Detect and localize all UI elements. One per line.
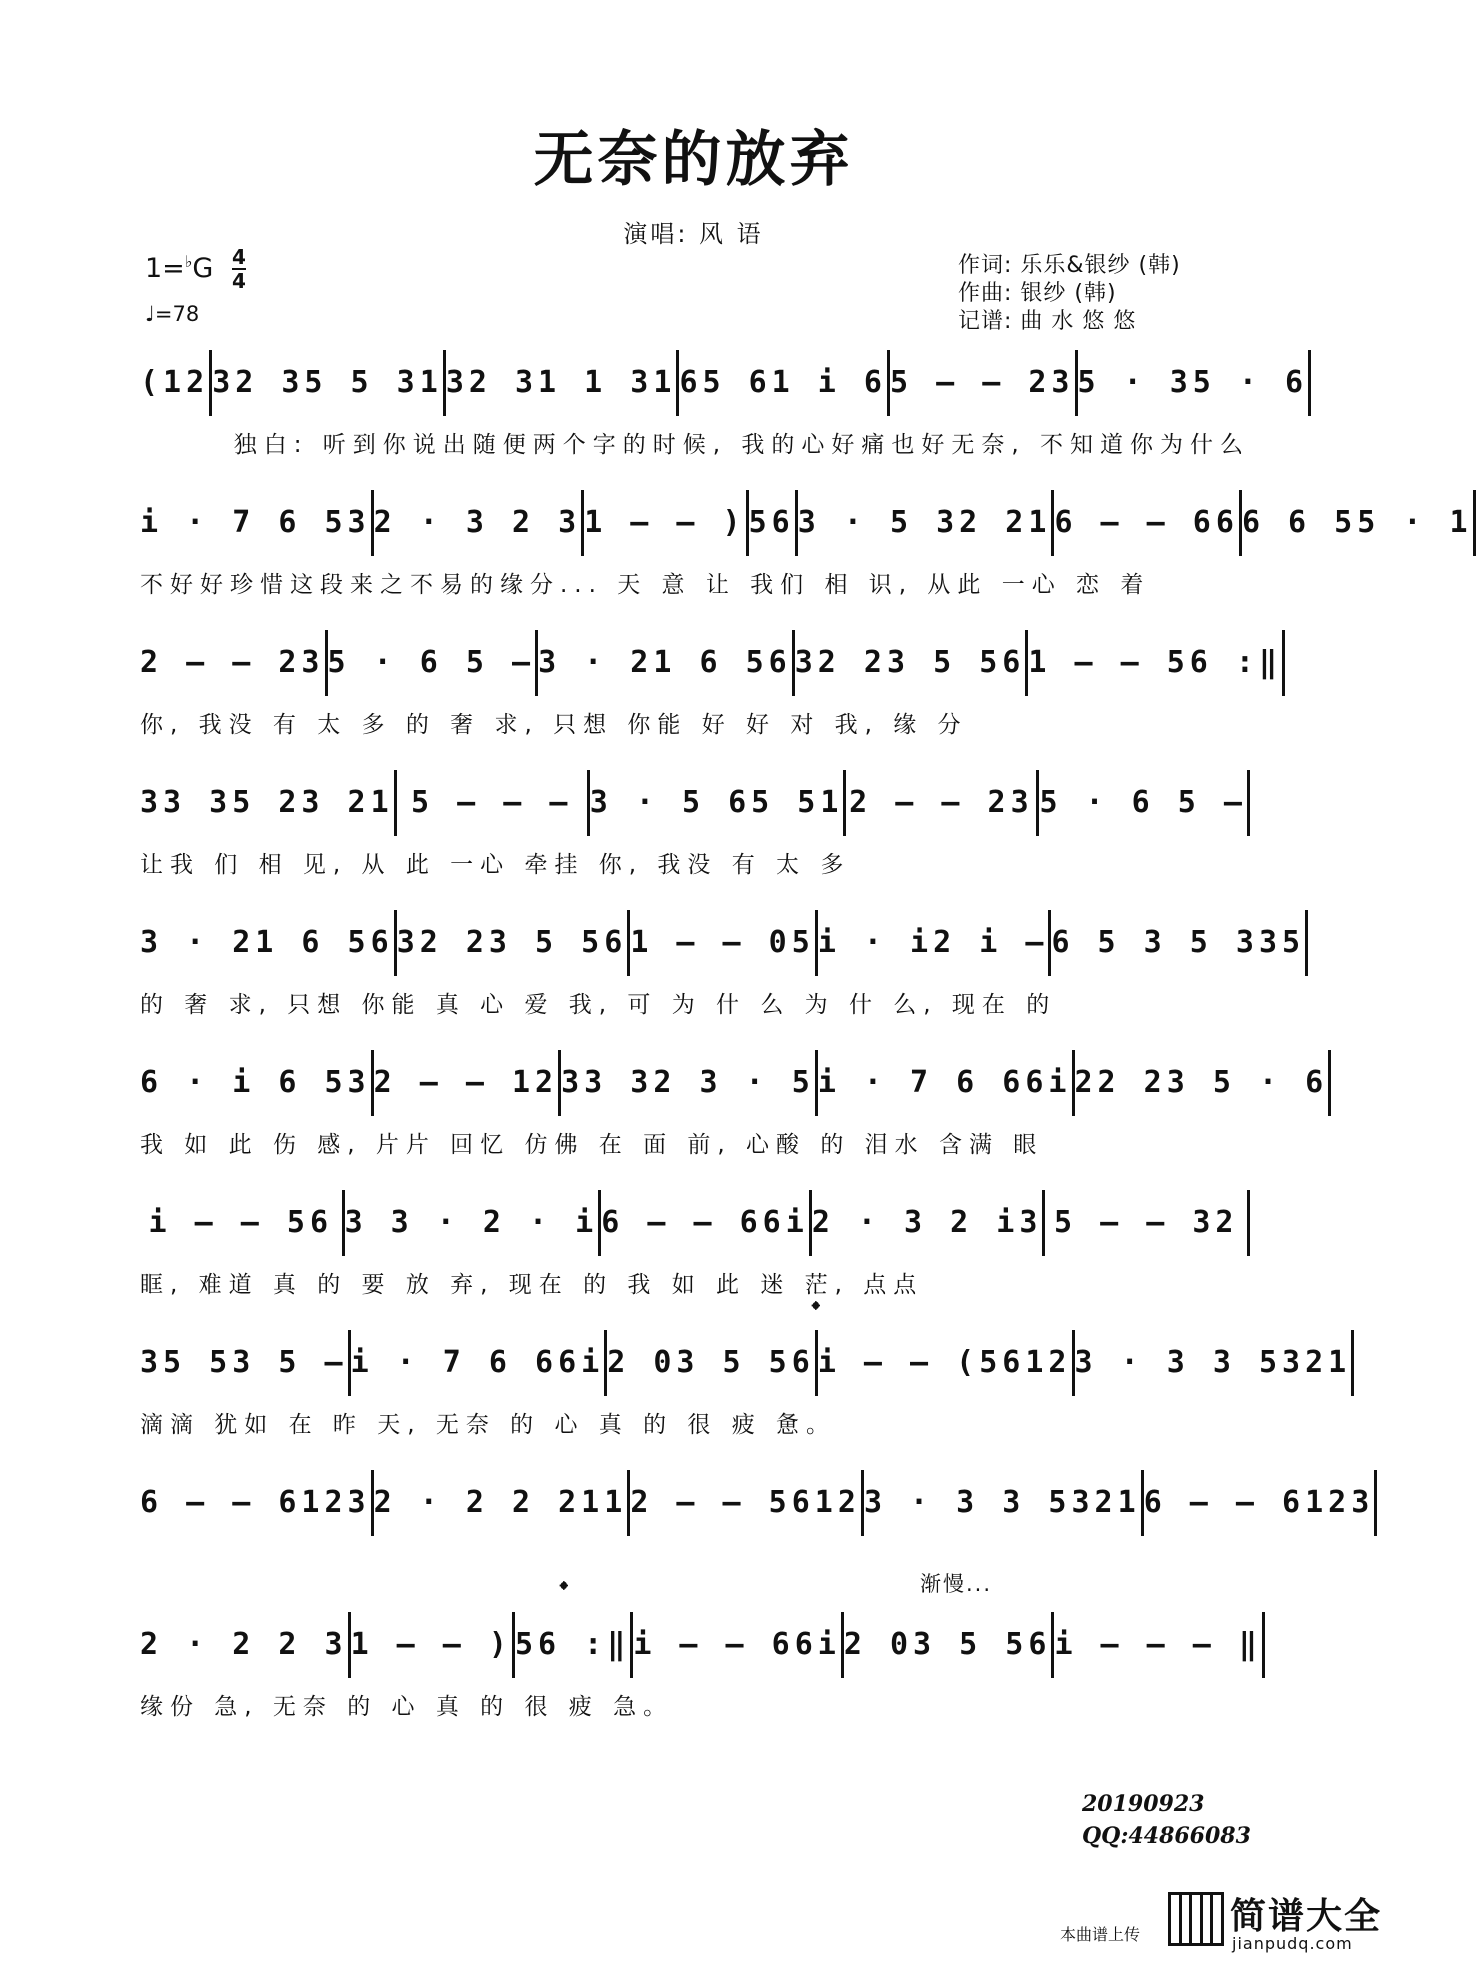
measure: 33 35 23 21	[140, 770, 397, 836]
lyric-line: 独白: 听到你说出随便两个字的时候, 我的心好痛也好无奈, 不知道你为什么	[233, 432, 1250, 458]
measure: 3 3 · 2 · i	[345, 1190, 602, 1256]
upload-note: 本曲谱上传	[1060, 1925, 1141, 1944]
measure: 32 23 5 56	[397, 910, 631, 976]
credits-block	[958, 252, 1181, 336]
lyric-line: 眶, 难道 真 的 要 放 弃, 现在 的 我 如 此 迷 茫, 点点	[140, 1272, 924, 1298]
measure: 32 23 5 56	[795, 630, 1029, 696]
measure: i – – – ‖	[1054, 1612, 1265, 1678]
measure: 3 · 3 3 5321	[864, 1470, 1144, 1536]
measure: i – – 56	[140, 1190, 345, 1256]
measure: 65 61 i 6	[679, 350, 890, 416]
measure: i · 7 6 53	[140, 490, 374, 556]
lyricist-credit: 作词: 乐乐&银纱 (韩)	[958, 253, 1181, 278]
measure: i – – 66i	[633, 1612, 844, 1678]
measure: 22 23 5 · 6	[1075, 1050, 1332, 1116]
measure: 2 – – 23	[846, 770, 1039, 836]
measure: i · 7 6 66i	[351, 1330, 608, 1396]
measure: 5 – – 32	[1045, 1190, 1250, 1256]
transcriber-credit: 记谱: 曲 水 悠 悠	[958, 309, 1137, 334]
piano-keys-icon	[1168, 1892, 1224, 1946]
measure-line	[140, 1612, 1262, 1678]
measure: 5 · 35 · 6	[1078, 350, 1312, 416]
measure: 2 – – 12	[374, 1050, 562, 1116]
measure: 3 · 5 65 51	[590, 770, 847, 836]
measure: 2 – – 5612	[630, 1470, 864, 1536]
time-signature-bottom: 4	[232, 269, 246, 293]
measure: 2 · 2 2 3	[140, 1612, 351, 1678]
key-signature	[145, 252, 213, 284]
coda-symbol: 𝄌	[560, 1578, 568, 1603]
time-signature	[232, 246, 246, 292]
lyric-line: 滴滴 犹如 在 昨 天, 无奈 的 心 真 的 很 疲 惫。	[140, 1412, 837, 1438]
measure-line	[140, 1330, 1352, 1396]
lyric-line: 你, 我没 有 太 多 的 奢 求, 只想 你能 好 好 对 我, 缘 分	[140, 712, 968, 738]
measure: 1 – – 56 :‖	[1028, 630, 1285, 696]
measure: 2 – – 23	[140, 630, 328, 696]
measure: 33 32 3 · 5	[561, 1050, 818, 1116]
coda-symbol: 𝄌	[812, 1298, 820, 1323]
site-logo	[1168, 1888, 1382, 1958]
measure: 6 – – 6123	[1144, 1470, 1378, 1536]
measure: 56	[749, 490, 798, 556]
measure: 32 31 1 31	[446, 350, 680, 416]
measure: i · i2 i –	[818, 910, 1052, 976]
logo-url: jianpudq.com	[1232, 1934, 1353, 1953]
measure: 6 – – 66i	[601, 1190, 812, 1256]
measure: 6 – – 6123	[140, 1470, 374, 1536]
key-prefix: 1=	[145, 253, 185, 284]
lyric-line: 的 奢 求, 只想 你能 真 心 爱 我, 可 为 什 么 为 什 么, 现在 的	[140, 992, 1057, 1018]
measure: 32 35 5 31	[212, 350, 446, 416]
lyric-line: 不好好珍惜这段来之不易的缘分... 天 意 让 我们 相 识, 从此 一心 恋 着	[140, 572, 1151, 598]
measure: 1 – – 05	[630, 910, 818, 976]
time-signature-top: 4	[232, 245, 246, 269]
measure-line	[140, 1050, 1329, 1116]
composer-credit: 作曲: 银纱 (韩)	[958, 281, 1117, 306]
measure: 1 – – )	[351, 1612, 515, 1678]
measure: 5 · 6 5 –	[1039, 770, 1250, 836]
flat-sign: ♭	[184, 252, 193, 271]
measure-line	[140, 1190, 1250, 1256]
measure: i – – (5612	[818, 1330, 1075, 1396]
ritardando-text: 渐慢...	[920, 1572, 993, 1596]
key-note: G	[192, 253, 214, 284]
measure-line	[140, 770, 1250, 836]
date-text: 20190923	[1082, 1791, 1205, 1817]
measure: 2 · 2 2 211	[374, 1470, 631, 1536]
measure: 56 :‖	[515, 1612, 633, 1678]
measure: i · 7 6 66i	[818, 1050, 1075, 1116]
measure: 3 · 21 6 56	[140, 910, 397, 976]
measure: 2 03 5 56	[844, 1612, 1055, 1678]
performer-credit: 演唱: 风 语	[623, 220, 764, 248]
measure: 2 · 3 2 i3	[812, 1190, 1046, 1256]
measure: 3 · 21 6 56	[538, 630, 795, 696]
measure: 1 – – )	[584, 490, 748, 556]
measure-line	[140, 910, 1306, 976]
measure: 6 – – 66	[1054, 490, 1242, 556]
date-block	[1082, 1788, 1251, 1852]
tempo-marking: ♩=78	[145, 302, 200, 326]
measure: 5 – – 23	[890, 350, 1078, 416]
measure: 5 – – –	[397, 770, 590, 836]
logo-title: 简谱大全	[1230, 1896, 1383, 1937]
measure: 6 6 55 · 1	[1242, 490, 1476, 556]
measure: (12	[140, 350, 212, 416]
measure: 3 · 5 32 21	[798, 490, 1055, 556]
measure: 6 · i 6 53	[140, 1050, 374, 1116]
measure: 3 · 3 3 5321	[1075, 1330, 1355, 1396]
measure-line	[140, 350, 1309, 416]
measure-line	[140, 630, 1283, 696]
measure: 2 · 3 2 3	[374, 490, 585, 556]
lyric-line: 缘份 急, 无奈 的 心 真 的 很 疲 急。	[140, 1694, 674, 1720]
song-title: 无奈的放弃	[533, 125, 854, 195]
lyric-line: 让我 们 相 见, 从 此 一心 牵挂 你, 我没 有 太 多	[140, 852, 851, 878]
measure: 35 53 5 –	[140, 1330, 351, 1396]
qq-text: QQ:44866083	[1082, 1823, 1251, 1849]
measure: 5 · 6 5 –	[328, 630, 539, 696]
lyric-line: 我 如 此 伤 感, 片片 回忆 仿佛 在 面 前, 心酸 的 泪水 含满 眼	[140, 1132, 1044, 1158]
measure: 2 03 5 56	[607, 1330, 818, 1396]
measure-line	[140, 490, 1473, 556]
measure: 6 5 3 5 335	[1051, 910, 1308, 976]
measure-line	[140, 1470, 1375, 1536]
